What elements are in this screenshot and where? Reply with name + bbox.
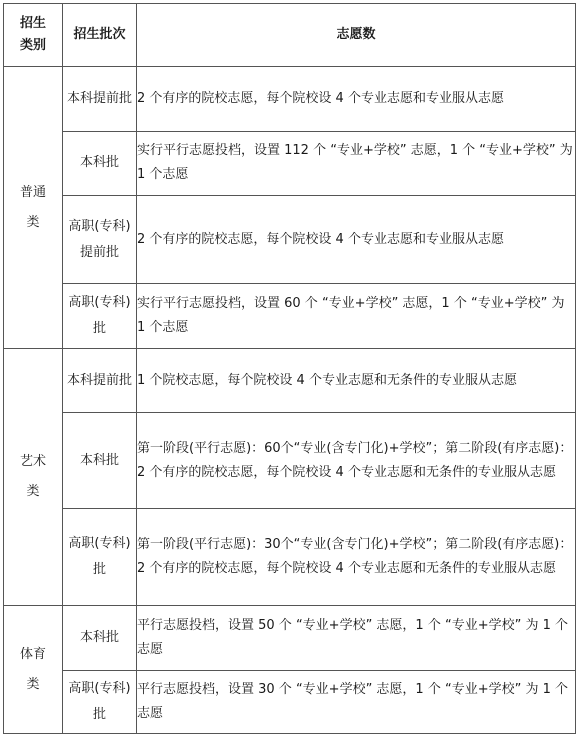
batch-cell: 高职(专科)提前批 (63, 196, 137, 284)
choices-cell: 第一阶段(平行志愿)：30个“专业(含专门化)+学校”；第二阶段(有序志愿)：2 个有序的院校志愿，每个院校设 4 个专业志愿和无条件的专业服从志愿 (137, 509, 576, 606)
category-cell-regular (4, 66, 63, 348)
category-cell-sports (4, 606, 63, 734)
table-row (4, 671, 576, 734)
batch-cell: 高职(专科)批 (63, 509, 137, 606)
batch-cell: 本科批 (63, 413, 137, 509)
header-choices: 志愿数 (137, 4, 576, 67)
choices-cell: 第一阶段(平行志愿)：60个“专业(含专门化)+学校”；第二阶段(有序志愿)：2 个有序的院校志愿，每个院校设 4 个专业志愿和无条件的专业服从志愿 (137, 413, 576, 509)
choices-cell: 平行志愿投档，设置 30 个 “专业+学校” 志愿，1 个 “专业+学校” 为 1 个志愿 (137, 671, 576, 734)
table-header-row (4, 4, 576, 67)
category-cell-art (4, 349, 63, 606)
batch-cell: 本科批 (63, 606, 137, 671)
category-line1: 艺术 (19, 454, 46, 470)
choices-cell: 2 个有序的院校志愿，每个院校设 4 个专业志愿和专业服从志愿 (137, 66, 576, 131)
batch-cell: 高职(专科)批 (63, 284, 137, 349)
category-line2: 类 (26, 214, 40, 230)
header-category-line2: 类别 (19, 37, 46, 53)
table-row (4, 131, 576, 196)
table-row (4, 509, 576, 606)
category-line1: 体育 (19, 646, 46, 662)
batch-cell: 本科提前批 (63, 349, 137, 413)
choices-cell: 平行志愿投档，设置 50 个 “专业+学校” 志愿，1 个 “专业+学校” 为 1 个志愿 (137, 606, 576, 671)
table-row (4, 606, 576, 671)
batch-cell: 高职(专科)批 (63, 671, 137, 734)
choices-cell: 实行平行志愿投档，设置 60 个 “专业+学校” 志愿，1 个 “专业+学校” 为 1 个志愿 (137, 284, 576, 349)
header-category (4, 4, 63, 67)
admission-choices-table (3, 3, 576, 734)
table-row (4, 196, 576, 284)
table-row (4, 284, 576, 349)
batch-cell: 本科提前批 (63, 66, 137, 131)
table-row (4, 413, 576, 509)
header-category-line1: 招生 (19, 15, 46, 31)
choices-cell: 1 个院校志愿，每个院校设 4 个专业志愿和无条件的专业服从志愿 (137, 349, 576, 413)
header-batch: 招生批次 (63, 4, 137, 67)
table-row (4, 66, 576, 131)
choices-cell: 实行平行志愿投档，设置 112 个 “专业+学校” 志愿，1 个 “专业+学校” 为 1 个志愿 (137, 131, 576, 196)
category-line2: 类 (26, 484, 40, 500)
table-row (4, 349, 576, 413)
category-line1: 普通 (19, 184, 46, 200)
choices-cell: 2 个有序的院校志愿，每个院校设 4 个专业志愿和专业服从志愿 (137, 196, 576, 284)
category-line2: 类 (26, 676, 40, 692)
batch-cell: 本科批 (63, 131, 137, 196)
